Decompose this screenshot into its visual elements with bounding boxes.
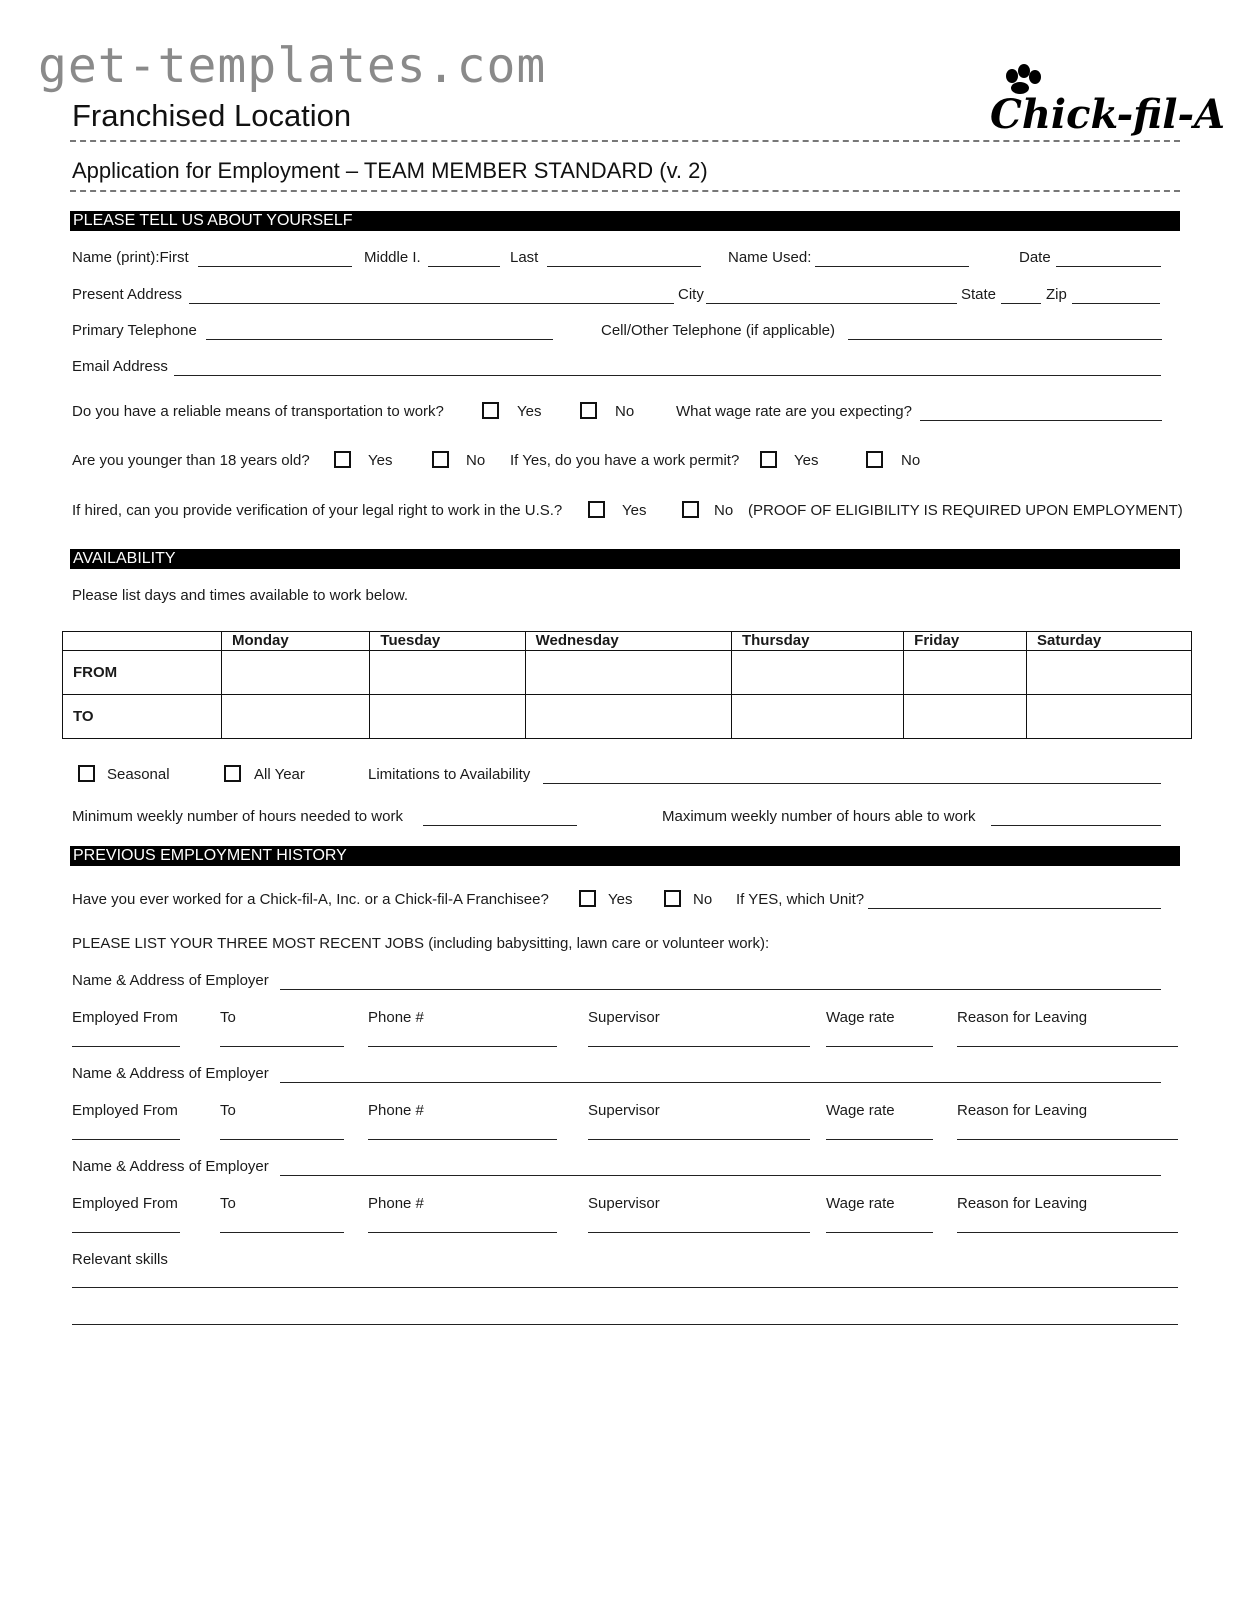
reason-leaving-label: Reason for Leaving (957, 1195, 1088, 1212)
day-header: Wednesday (525, 632, 731, 651)
availability-cell[interactable] (370, 651, 525, 695)
employed-from-field[interactable] (72, 1046, 180, 1047)
permit-question: If Yes, do you have a work permit? (510, 452, 740, 469)
employer-label: Name & Address of Employer (72, 972, 269, 989)
employer-field[interactable] (280, 1175, 1161, 1176)
employed-from-label: Employed From (72, 1195, 178, 1212)
availability-table (62, 631, 1192, 739)
svg-text:Chick-fil-A: Chick-fil-A (990, 91, 1226, 138)
section-header-history: PREVIOUS EMPLOYMENT HISTORY (70, 846, 1180, 866)
divider (70, 190, 1180, 192)
worked-before-question: Have you ever worked for a Chick-fil-A, Inc. or a Chick-fil-A Franchisee? (72, 891, 549, 908)
age-no-checkbox[interactable] (432, 451, 449, 468)
which-unit-field[interactable] (868, 908, 1161, 909)
employer-field[interactable] (280, 1082, 1161, 1083)
zip-field[interactable] (1072, 303, 1160, 304)
which-unit-label: If YES, which Unit? (736, 891, 865, 908)
legal-yes-checkbox[interactable] (588, 501, 605, 518)
legal-no-checkbox[interactable] (682, 501, 699, 518)
to-field[interactable] (220, 1139, 344, 1140)
yes-label: Yes (608, 891, 633, 908)
divider (70, 140, 1180, 142)
yes-label: Yes (517, 403, 542, 420)
employed-from-field[interactable] (72, 1232, 180, 1233)
name-used-label: Name Used: (728, 249, 812, 266)
supervisor-label: Supervisor (588, 1009, 660, 1026)
to-field[interactable] (220, 1046, 344, 1047)
employer-label: Name & Address of Employer (72, 1158, 269, 1175)
availability-cell[interactable] (731, 651, 903, 695)
phone-field[interactable] (368, 1139, 557, 1140)
availability-cell[interactable] (525, 651, 731, 695)
reason-leaving-field[interactable] (957, 1139, 1178, 1140)
wage-rate-label: Wage rate (826, 1009, 895, 1026)
employed-from-field[interactable] (72, 1139, 180, 1140)
all-year-checkbox[interactable] (224, 765, 241, 782)
limitations-field[interactable] (543, 783, 1161, 784)
phone-label: Phone # (368, 1195, 424, 1212)
present-address-field[interactable] (189, 303, 674, 304)
relevant-skills-field[interactable] (72, 1324, 1178, 1325)
yes-label: Yes (368, 452, 393, 469)
seasonal-label: Seasonal (107, 766, 170, 783)
cell-telephone-label: Cell/Other Telephone (if applicable) (601, 322, 836, 339)
last-name-field[interactable] (547, 266, 701, 267)
worked-yes-checkbox[interactable] (579, 890, 596, 907)
availability-cell[interactable] (731, 695, 903, 739)
supervisor-label: Supervisor (588, 1195, 660, 1212)
day-header: Saturday (1027, 632, 1192, 651)
min-hours-label: Minimum weekly number of hours needed to work (72, 808, 403, 825)
availability-cell[interactable] (370, 695, 525, 739)
section-header-about: PLEASE TELL US ABOUT YOURSELF (70, 211, 1180, 231)
day-header: Monday (222, 632, 370, 651)
to-field[interactable] (220, 1232, 344, 1233)
supervisor-field[interactable] (588, 1139, 810, 1140)
relevant-skills-label: Relevant skills (72, 1251, 168, 1268)
availability-cell[interactable] (525, 695, 731, 739)
from-row-label: FROM (63, 651, 222, 695)
permit-yes-checkbox[interactable] (760, 451, 777, 468)
middle-initial-label: Middle I. (364, 249, 421, 266)
phone-label: Phone # (368, 1009, 424, 1026)
wage-rate-field[interactable] (826, 1232, 933, 1233)
supervisor-label: Supervisor (588, 1102, 660, 1119)
date-label: Date (1019, 249, 1051, 266)
wage-expected-field[interactable] (920, 420, 1162, 421)
primary-telephone-label: Primary Telephone (72, 322, 197, 339)
yes-label: Yes (622, 502, 647, 519)
date-field[interactable] (1056, 266, 1161, 267)
watermark: get-templates.com (38, 38, 547, 94)
age-yes-checkbox[interactable] (334, 451, 351, 468)
availability-cell[interactable] (904, 651, 1027, 695)
availability-cell[interactable] (222, 651, 370, 695)
employed-from-label: Employed From (72, 1102, 178, 1119)
to-label: To (220, 1009, 236, 1026)
transport-yes-checkbox[interactable] (482, 402, 499, 419)
availability-cell[interactable] (904, 695, 1027, 739)
availability-cell[interactable] (222, 695, 370, 739)
day-header: Friday (904, 632, 1027, 651)
wage-rate-field[interactable] (826, 1139, 933, 1140)
reason-leaving-label: Reason for Leaving (957, 1102, 1088, 1119)
middle-initial-field[interactable] (428, 266, 500, 267)
to-label: To (220, 1102, 236, 1119)
availability-cell[interactable] (1027, 651, 1192, 695)
form-subtitle: Application for Employment – TEAM MEMBER STANDARD (v. 2) (72, 158, 708, 183)
phone-label: Phone # (368, 1102, 424, 1119)
no-label: No (693, 891, 713, 908)
no-label: No (466, 452, 486, 469)
jobs-instruction: PLEASE LIST YOUR THREE MOST RECENT JOBS (including babysitting, lawn care or volunteer work): (72, 935, 770, 952)
proof-note: (PROOF OF ELIGIBILITY IS REQUIRED UPON EMPLOYMENT) (748, 502, 1183, 519)
no-label: No (901, 452, 921, 469)
availability-cell[interactable] (1027, 695, 1192, 739)
zip-label: Zip (1046, 286, 1067, 303)
wage-question: What wage rate are you expecting? (676, 403, 912, 420)
limitations-label: Limitations to Availability (368, 766, 531, 783)
cell-telephone-field[interactable] (848, 339, 1162, 340)
present-address-label: Present Address (72, 286, 183, 303)
state-label: State (961, 286, 997, 303)
name-used-field[interactable] (815, 266, 969, 267)
yes-label: Yes (794, 452, 819, 469)
email-field[interactable] (174, 375, 1161, 376)
legal-right-question: If hired, can you provide verification of your legal right to work in the U.S.? (72, 502, 563, 519)
availability-instruction: Please list days and times available to work below. (72, 587, 409, 604)
reason-leaving-field[interactable] (957, 1046, 1178, 1047)
reason-leaving-field[interactable] (957, 1232, 1178, 1233)
phone-field[interactable] (368, 1046, 557, 1047)
to-label: To (220, 1195, 236, 1212)
page-title: Franchised Location (72, 98, 352, 133)
wage-rate-label: Wage rate (826, 1102, 895, 1119)
city-field[interactable] (706, 303, 957, 304)
employer-label: Name & Address of Employer (72, 1065, 269, 1082)
no-label: No (714, 502, 734, 519)
section-header-availability: AVAILABILITY (70, 549, 1180, 569)
supervisor-field[interactable] (588, 1046, 810, 1047)
employed-from-label: Employed From (72, 1009, 178, 1026)
wage-rate-field[interactable] (826, 1046, 933, 1047)
permit-no-checkbox[interactable] (866, 451, 883, 468)
chick-fil-a-logo (990, 62, 1226, 142)
primary-telephone-field[interactable] (206, 339, 553, 340)
max-hours-field[interactable] (991, 825, 1161, 826)
no-label: No (615, 403, 635, 420)
day-header: Tuesday (370, 632, 525, 651)
reason-leaving-label: Reason for Leaving (957, 1009, 1088, 1026)
state-field[interactable] (1001, 303, 1041, 304)
all-year-label: All Year (254, 766, 305, 783)
last-name-label: Last (510, 249, 539, 266)
min-hours-field[interactable] (423, 825, 577, 826)
transport-no-checkbox[interactable] (580, 402, 597, 419)
worked-no-checkbox[interactable] (664, 890, 681, 907)
email-label: Email Address (72, 358, 168, 375)
table-corner-cell (63, 632, 222, 651)
seasonal-checkbox[interactable] (78, 765, 95, 782)
city-label: City (678, 286, 704, 303)
first-name-field[interactable] (198, 266, 352, 267)
supervisor-field[interactable] (588, 1232, 810, 1233)
day-header: Thursday (731, 632, 903, 651)
employer-field[interactable] (280, 989, 1161, 990)
wage-rate-label: Wage rate (826, 1195, 895, 1212)
transport-question: Do you have a reliable means of transportation to work? (72, 403, 444, 420)
to-row-label: TO (63, 695, 222, 739)
max-hours-label: Maximum weekly number of hours able to work (662, 808, 976, 825)
age-question: Are you younger than 18 years old? (72, 452, 310, 469)
relevant-skills-field[interactable] (72, 1287, 1178, 1288)
phone-field[interactable] (368, 1232, 557, 1233)
first-name-label: Name (print):First (72, 249, 189, 266)
